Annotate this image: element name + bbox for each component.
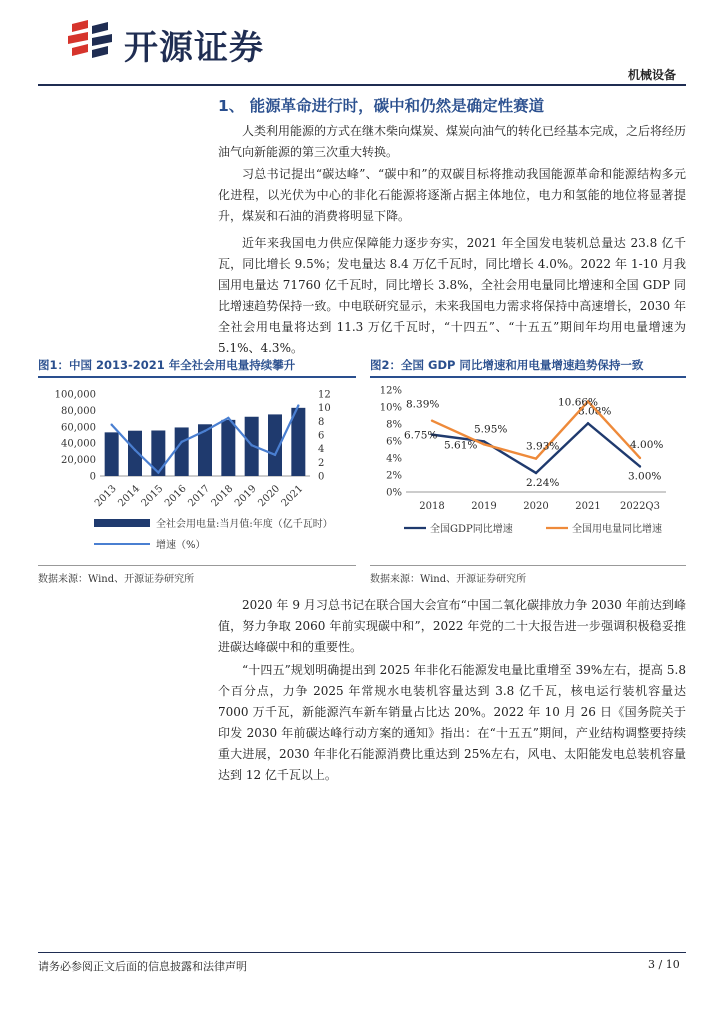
- data-label: 3.93%: [526, 440, 560, 453]
- figure2-rule: [370, 376, 686, 378]
- data-label: 8.08%: [578, 405, 612, 418]
- chart2: [370, 380, 686, 560]
- legend-label-bar: 全社会用电量:当月值:年度（亿千瓦时）: [156, 519, 333, 530]
- y-tick-label: 0%: [386, 487, 402, 499]
- x-tick-label: 2013: [92, 483, 119, 510]
- page-number: 3 / 10: [648, 958, 680, 971]
- y-tick-label: 8%: [386, 419, 402, 431]
- x-tick-label: 2018: [419, 501, 445, 512]
- left-axis-tick-label: 100,000: [54, 389, 96, 401]
- series-point: [639, 457, 641, 459]
- data-label: 4.00%: [630, 439, 664, 451]
- figure1-bottom-rule: [38, 565, 356, 566]
- right-axis-tick-label: 0: [318, 471, 325, 483]
- sector-label: 机械设备: [628, 68, 677, 82]
- bar: [105, 432, 119, 476]
- data-label: 5.61%: [444, 439, 478, 452]
- series-point: [535, 472, 537, 474]
- logo-text: 开源证券: [124, 28, 264, 68]
- right-axis-tick-label: 10: [318, 403, 331, 415]
- legend-label: 全国GDP同比增速: [430, 524, 513, 535]
- section-title: 1、 能源革命进行时，碳中和仍然是确定性赛道: [218, 97, 545, 115]
- x-tick-label: 2019: [232, 483, 259, 510]
- series-point: [639, 465, 641, 467]
- right-axis-tick-label: 2: [318, 457, 325, 469]
- growth-point: [134, 449, 136, 451]
- series-point: [483, 440, 485, 442]
- figure1-rule: [38, 376, 356, 378]
- x-tick-label: 2020: [523, 501, 549, 512]
- left-axis-tick-label: 0: [89, 471, 96, 483]
- series-point: [431, 419, 433, 421]
- y-tick-label: 10%: [379, 402, 402, 414]
- legend-label-line: 增速（%）: [156, 540, 206, 551]
- series-point: [483, 443, 485, 445]
- growth-point: [180, 441, 182, 443]
- bar: [221, 420, 235, 476]
- chart1: [38, 380, 356, 560]
- growth-point: [227, 417, 229, 419]
- y-tick-label: 6%: [386, 436, 402, 448]
- legend-swatch-bar: [94, 519, 150, 527]
- x-tick-label: 2019: [471, 501, 497, 512]
- growth-point: [204, 430, 206, 432]
- series-point: [535, 457, 537, 459]
- y-tick-label: 2%: [386, 470, 402, 482]
- left-axis-tick-label: 60,000: [61, 422, 96, 434]
- paragraph-3: 近年来我国电力供应保障能力逐步夯实，2021 年全国发电装机总量达 23.8 亿千瓦，同比增长 9.5%；发电量达 8.4 万亿千瓦时，同比增长 4.0%。2022 年 1-10 月我国用电量达 71760 亿千瓦时，同比增长 3.8%，全社会用电量同比增速和全国 GDP 同比增速趋势保持一致。中电联研究显示，未来我国电力需求将保持中高速增长，2030 年全社会用电量将达到 11.3 万亿千瓦时，“十四五”、“十五五”期间年均用电量增速为 5.1%、4.3%。: [218, 236, 686, 355]
- figure1-title: 图1：中国 2013-2021 年全社会用电量持续攀升: [38, 358, 296, 372]
- paragraph-2: 习总书记提出“碳达峰”、“碳中和”的双碳目标将推动我国能源革命和能源结构多元化进程，以光伏为中心的非化石能源将逐渐占据主体地位，电力和氢能的地位将显著提升，煤炭和石油的消费将明显下降。: [218, 167, 686, 223]
- figure2-title: 图2：全国 GDP 同比增速和用电量增速趋势保持一致: [370, 358, 644, 372]
- data-label: 3.00%: [628, 470, 662, 483]
- x-tick-label: 2014: [116, 483, 143, 510]
- x-tick-label: 2015: [139, 483, 166, 510]
- x-tick-label: 2021: [575, 501, 601, 512]
- paragraph-4: 2020 年 9 月习总书记在联合国大会宣布“中国二氧化碳排放力争 2030 年前达到峰值，努力争取 2060 年前实现碳中和”，2022 年党的二十大报告进一步强调积极稳妥推进碳达峰碳中和的重要性。: [218, 598, 686, 654]
- x-tick-label: 2021: [279, 483, 306, 510]
- logo: [66, 18, 114, 62]
- x-tick-label: 2017: [186, 483, 213, 510]
- left-axis-tick-label: 20,000: [61, 455, 96, 467]
- footer-rule: [38, 952, 686, 953]
- growth-point: [157, 471, 159, 473]
- data-label: 5.95%: [474, 423, 508, 436]
- figure2-source: 数据来源：Wind、开源证券研究所: [370, 574, 527, 585]
- right-axis-tick-label: 12: [318, 389, 331, 401]
- data-label: 2.24%: [526, 476, 560, 489]
- legend-label: 全国用电量同比增速: [572, 524, 662, 535]
- right-axis-tick-label: 6: [318, 430, 325, 442]
- x-tick-label: 2018: [209, 483, 236, 510]
- data-label: 8.39%: [406, 398, 440, 411]
- x-tick-label: 2022Q3: [619, 501, 661, 512]
- paragraph-1: 人类利用能源的方式在继木柴向煤炭、煤炭向油气的转化已经基本完成，之后将经历油气向新能源的第三次重大转换。: [218, 124, 687, 159]
- data-label: 6.75%: [404, 429, 438, 442]
- growth-point: [250, 444, 252, 446]
- left-axis-tick-label: 40,000: [61, 438, 96, 450]
- figure2-bottom-rule: [370, 565, 686, 566]
- footer-disclaimer: 请务必参阅正文后面的信息披露和法律声明: [38, 960, 247, 973]
- paragraph-5: “十四五”规划明确提出到 2025 年非化石能源发电量比重增至 39%左右，提高 5.8 个百分点，力争 2025 年常规水电装机容量达到 3.8 亿千瓦，核电运行装机容量达 7000 万千瓦，新能源汽车新车销量占比达 20%。2022 年 10 月 26 日《国务院关于印发 2030 年前碳达峰行动方案的通知》指出：在“十五五”期间，产业结构调整要持续重大进展，2030 年非化石能源消费比重达到 25%左右，风电、太阳能发电总装机容量达到 12 亿千瓦以上。: [218, 663, 686, 782]
- data-label: 10.66%: [558, 396, 599, 409]
- right-axis-tick-label: 8: [318, 416, 325, 428]
- growth-point: [274, 454, 276, 456]
- growth-point: [297, 404, 299, 406]
- growth-point: [110, 424, 112, 426]
- series-point: [587, 422, 589, 424]
- figure1-source: 数据来源：Wind、开源证券研究所: [38, 574, 195, 585]
- right-axis-tick-label: 4: [318, 444, 325, 456]
- header-rule: [38, 84, 686, 86]
- x-tick-label: 2020: [256, 483, 283, 510]
- y-tick-label: 12%: [379, 385, 402, 397]
- y-tick-label: 4%: [386, 453, 402, 465]
- x-tick-label: 2016: [162, 483, 189, 510]
- left-axis-tick-label: 80,000: [61, 405, 96, 417]
- bar: [175, 427, 189, 476]
